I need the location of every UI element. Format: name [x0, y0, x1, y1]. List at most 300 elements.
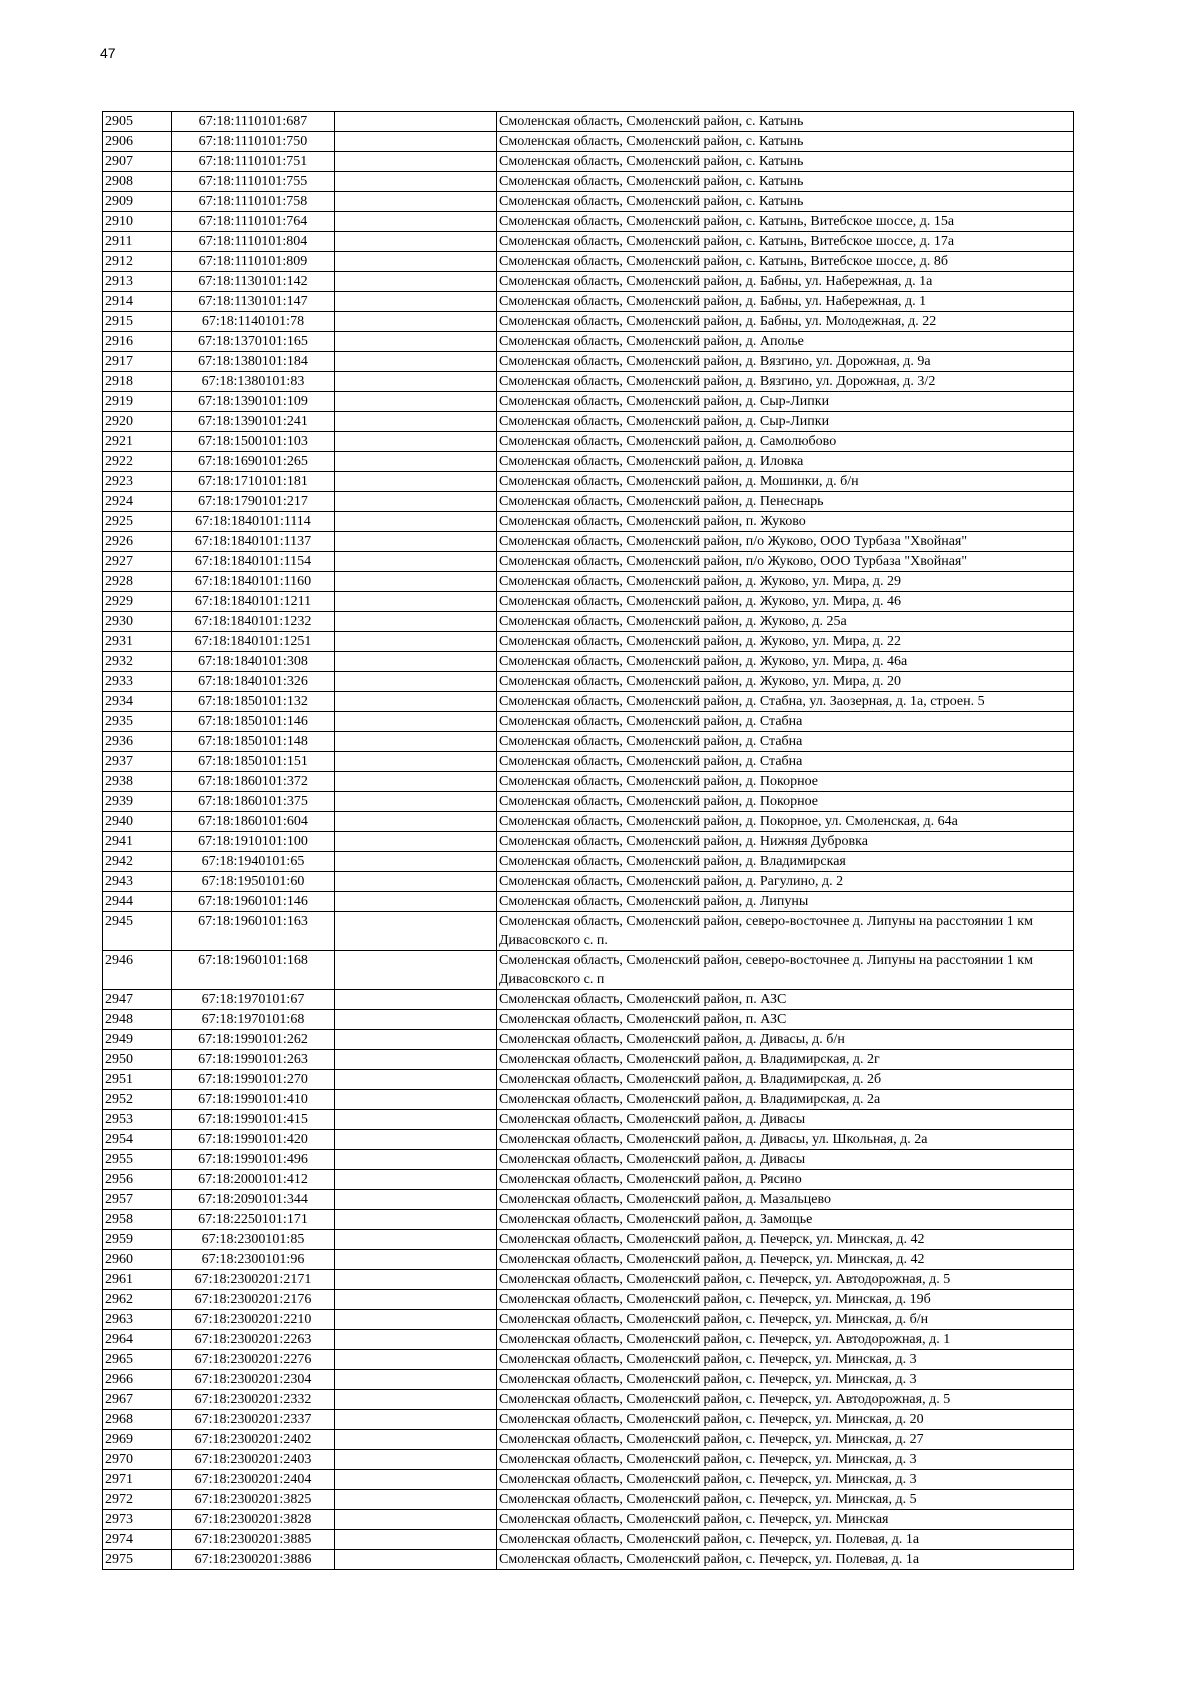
- table-row: [103, 352, 1074, 372]
- table-row: [103, 1070, 1074, 1090]
- row-number: 2955: [103, 1150, 172, 1170]
- empty-cell: [335, 1270, 497, 1290]
- address: Смоленская область, Смоленский район, с. Печерск, ул. Минская, д. 3: [497, 1470, 1074, 1490]
- row-number: 2958: [103, 1210, 172, 1230]
- row-number: 2915: [103, 312, 172, 332]
- table-row: [103, 1310, 1074, 1330]
- table-row: [103, 672, 1074, 692]
- table-row: [103, 1370, 1074, 1390]
- table-row: [103, 1270, 1074, 1290]
- cadastral-number: 67:18:1380101:83: [172, 372, 335, 392]
- cadastral-number: 67:18:1840101:1137: [172, 532, 335, 552]
- table-row: [103, 552, 1074, 572]
- row-number: 2926: [103, 532, 172, 552]
- address: Смоленская область, Смоленский район, с. Катынь, Витебское шоссе, д. 17а: [497, 232, 1074, 252]
- table-row: [103, 392, 1074, 412]
- empty-cell: [335, 1170, 497, 1190]
- address: Смоленская область, Смоленский район, д. Жуково, ул. Мира, д. 22: [497, 632, 1074, 652]
- row-number: 2913: [103, 272, 172, 292]
- row-number: 2957: [103, 1190, 172, 1210]
- address: Смоленская область, Смоленский район, д. Вязгино, ул. Дорожная, д. 9а: [497, 352, 1074, 372]
- table-row: [103, 152, 1074, 172]
- row-number: 2922: [103, 452, 172, 472]
- empty-cell: [335, 1530, 497, 1550]
- row-number: 2936: [103, 732, 172, 752]
- row-number: 2961: [103, 1270, 172, 1290]
- cadastral-number: 67:18:1840101:1160: [172, 572, 335, 592]
- address: Смоленская область, Смоленский район, с. Печерск, ул. Автодорожная, д. 5: [497, 1270, 1074, 1290]
- table-row: [103, 132, 1074, 152]
- empty-cell: [335, 1510, 497, 1530]
- table-row: [103, 212, 1074, 232]
- address: Смоленская область, Смоленский район, с. Печерск, ул. Минская, д. 20: [497, 1410, 1074, 1430]
- table-row: [103, 1510, 1074, 1530]
- row-number: 2941: [103, 832, 172, 852]
- cadastral-number: 67:18:1710101:181: [172, 472, 335, 492]
- cadastral-number: 67:18:1990101:262: [172, 1030, 335, 1050]
- row-number: 2972: [103, 1490, 172, 1510]
- row-number: 2940: [103, 812, 172, 832]
- table-row: [103, 1470, 1074, 1490]
- empty-cell: [335, 1290, 497, 1310]
- empty-cell: [335, 1050, 497, 1070]
- row-number: 2950: [103, 1050, 172, 1070]
- empty-cell: [335, 1130, 497, 1150]
- address: Смоленская область, Смоленский район, с. Печерск, ул. Минская, д. б/н: [497, 1310, 1074, 1330]
- row-number: 2909: [103, 192, 172, 212]
- table-row: [103, 1250, 1074, 1270]
- address: Смоленская область, Смоленский район, п. АЗС: [497, 990, 1074, 1010]
- table-row: [103, 1450, 1074, 1470]
- address: Смоленская область, Смоленский район, д. Бабны, ул. Набережная, д. 1а: [497, 272, 1074, 292]
- cadastral-number: 67:18:2300201:3886: [172, 1550, 335, 1570]
- row-number: 2948: [103, 1010, 172, 1030]
- cadastral-number: 67:18:1990101:496: [172, 1150, 335, 1170]
- row-number: 2906: [103, 132, 172, 152]
- row-number: 2956: [103, 1170, 172, 1190]
- row-number: 2945: [103, 912, 172, 951]
- address: Смоленская область, Смоленский район, д. Стабна: [497, 712, 1074, 732]
- empty-cell: [335, 1010, 497, 1030]
- cadastral-number: 67:18:1960101:168: [172, 951, 335, 990]
- empty-cell: [335, 352, 497, 372]
- address: Смоленская область, Смоленский район, д. Аполье: [497, 332, 1074, 352]
- empty-cell: [335, 792, 497, 812]
- cadastral-number: 67:18:1840101:1154: [172, 552, 335, 572]
- empty-cell: [335, 772, 497, 792]
- cadastral-number: 67:18:1940101:65: [172, 852, 335, 872]
- address: Смоленская область, Смоленский район, северо-восточнее д. Липуны на расстоянии 1 км Дивасовского с. п.: [497, 912, 1074, 951]
- empty-cell: [335, 1190, 497, 1210]
- cadastral-number: 67:18:1970101:67: [172, 990, 335, 1010]
- cadastral-number: 67:18:1850101:146: [172, 712, 335, 732]
- empty-cell: [335, 892, 497, 912]
- table-row: [103, 1130, 1074, 1150]
- row-number: 2947: [103, 990, 172, 1010]
- table-row: [103, 512, 1074, 532]
- table-row: [103, 1110, 1074, 1130]
- table-row: [103, 1350, 1074, 1370]
- row-number: 2964: [103, 1330, 172, 1350]
- empty-cell: [335, 832, 497, 852]
- address: Смоленская область, Смоленский район, п. АЗС: [497, 1010, 1074, 1030]
- address: Смоленская область, Смоленский район, д. Липуны: [497, 892, 1074, 912]
- address: Смоленская область, Смоленский район, д. Жуково, ул. Мира, д. 29: [497, 572, 1074, 592]
- cadastral-number: 67:18:1110101:755: [172, 172, 335, 192]
- address: Смоленская область, Смоленский район, д. Дивасы: [497, 1110, 1074, 1130]
- cadastral-number: 67:18:2300201:3825: [172, 1490, 335, 1510]
- cadastral-number: 67:18:1390101:241: [172, 412, 335, 432]
- empty-cell: [335, 1250, 497, 1270]
- row-number: 2916: [103, 332, 172, 352]
- row-number: 2921: [103, 432, 172, 452]
- table-row: [103, 1090, 1074, 1110]
- row-number: 2951: [103, 1070, 172, 1090]
- address: Смоленская область, Смоленский район, д. Дивасы: [497, 1150, 1074, 1170]
- cadastral-number: 67:18:2300201:2263: [172, 1330, 335, 1350]
- empty-cell: [335, 232, 497, 252]
- row-number: 2952: [103, 1090, 172, 1110]
- row-number: 2953: [103, 1110, 172, 1130]
- address: Смоленская область, Смоленский район, д. Жуково, ул. Мира, д. 20: [497, 672, 1074, 692]
- table-row: [103, 951, 1074, 990]
- table-row: [103, 492, 1074, 512]
- empty-cell: [335, 172, 497, 192]
- row-number: 2939: [103, 792, 172, 812]
- empty-cell: [335, 1110, 497, 1130]
- cadastral-number: 67:18:2300201:2402: [172, 1430, 335, 1450]
- empty-cell: [335, 332, 497, 352]
- row-number: 2954: [103, 1130, 172, 1150]
- address: Смоленская область, Смоленский район, д. Нижняя Дубровка: [497, 832, 1074, 852]
- empty-cell: [335, 1370, 497, 1390]
- row-number: 2918: [103, 372, 172, 392]
- address: Смоленская область, Смоленский район, д. Владимирская, д. 2г: [497, 1050, 1074, 1070]
- empty-cell: [335, 272, 497, 292]
- address: Смоленская область, Смоленский район, с. Печерск, ул. Минская, д. 3: [497, 1370, 1074, 1390]
- address: Смоленская область, Смоленский район, с. Катынь, Витебское шоссе, д. 15а: [497, 212, 1074, 232]
- row-number: 2912: [103, 252, 172, 272]
- cadastral-number: 67:18:2300101:85: [172, 1230, 335, 1250]
- row-number: 2943: [103, 872, 172, 892]
- property-registry-table: [102, 111, 1074, 1570]
- table-row: [103, 412, 1074, 432]
- cadastral-number: 67:18:1380101:184: [172, 352, 335, 372]
- empty-cell: [335, 312, 497, 332]
- row-number: 2938: [103, 772, 172, 792]
- empty-cell: [335, 1450, 497, 1470]
- empty-cell: [335, 472, 497, 492]
- address: Смоленская область, Смоленский район, с. Катынь: [497, 192, 1074, 212]
- cadastral-number: 67:18:1110101:758: [172, 192, 335, 212]
- cadastral-number: 67:18:1110101:751: [172, 152, 335, 172]
- table-row: [103, 1210, 1074, 1230]
- cadastral-number: 67:18:2300201:3828: [172, 1510, 335, 1530]
- empty-cell: [335, 732, 497, 752]
- cadastral-number: 67:18:1910101:100: [172, 832, 335, 852]
- empty-cell: [335, 152, 497, 172]
- address: Смоленская область, Смоленский район, д. Сыр-Липки: [497, 392, 1074, 412]
- cadastral-number: 67:18:2300201:2304: [172, 1370, 335, 1390]
- table-row: [103, 772, 1074, 792]
- empty-cell: [335, 712, 497, 732]
- page-number: 47: [100, 45, 116, 61]
- empty-cell: [335, 132, 497, 152]
- table-row: [103, 832, 1074, 852]
- row-number: 2932: [103, 652, 172, 672]
- address: Смоленская область, Смоленский район, п/о Жуково, ООО Турбаза "Хвойная": [497, 532, 1074, 552]
- row-number: 2963: [103, 1310, 172, 1330]
- empty-cell: [335, 990, 497, 1010]
- table-row: [103, 1490, 1074, 1510]
- table-row: [103, 732, 1074, 752]
- address: Смоленская область, Смоленский район, с. Печерск, ул. Автодорожная, д. 1: [497, 1330, 1074, 1350]
- row-number: 2967: [103, 1390, 172, 1410]
- cadastral-number: 67:18:1850101:151: [172, 752, 335, 772]
- table-row: [103, 1050, 1074, 1070]
- empty-cell: [335, 492, 497, 512]
- address: Смоленская область, Смоленский район, северо-восточнее д. Липуны на расстоянии 1 км Дивасовского с. п: [497, 951, 1074, 990]
- empty-cell: [335, 192, 497, 212]
- cadastral-number: 67:18:2300201:2337: [172, 1410, 335, 1430]
- empty-cell: [335, 1430, 497, 1450]
- row-number: 2934: [103, 692, 172, 712]
- row-number: 2970: [103, 1450, 172, 1470]
- empty-cell: [335, 1410, 497, 1430]
- address: Смоленская область, Смоленский район, д. Пенеснарь: [497, 492, 1074, 512]
- empty-cell: [335, 652, 497, 672]
- table-row: [103, 332, 1074, 352]
- cadastral-number: 67:18:2300201:3885: [172, 1530, 335, 1550]
- row-number: 2910: [103, 212, 172, 232]
- address: Смоленская область, Смоленский район, д. Вязгино, ул. Дорожная, д. 3/2: [497, 372, 1074, 392]
- empty-cell: [335, 1230, 497, 1250]
- empty-cell: [335, 1350, 497, 1370]
- cadastral-number: 67:18:2300201:2210: [172, 1310, 335, 1330]
- cadastral-number: 67:18:1370101:165: [172, 332, 335, 352]
- cadastral-number: 67:18:2300201:2404: [172, 1470, 335, 1490]
- cadastral-number: 67:18:1130101:142: [172, 272, 335, 292]
- address: Смоленская область, Смоленский район, д. Владимирская, д. 2б: [497, 1070, 1074, 1090]
- table-row: [103, 1410, 1074, 1430]
- address: Смоленская область, Смоленский район, д. Печерск, ул. Минская, д. 42: [497, 1250, 1074, 1270]
- table-row: [103, 572, 1074, 592]
- cadastral-number: 67:18:1110101:809: [172, 252, 335, 272]
- empty-cell: [335, 812, 497, 832]
- table-row: [103, 272, 1074, 292]
- address: Смоленская область, Смоленский район, с. Печерск, ул. Минская, д. 5: [497, 1490, 1074, 1510]
- table-row: [103, 1190, 1074, 1210]
- table-row: [103, 792, 1074, 812]
- table-row: [103, 112, 1074, 132]
- empty-cell: [335, 432, 497, 452]
- row-number: 2942: [103, 852, 172, 872]
- cadastral-number: 67:18:1860101:375: [172, 792, 335, 812]
- table-row: [103, 312, 1074, 332]
- table-row: [103, 1330, 1074, 1350]
- cadastral-number: 67:18:1970101:68: [172, 1010, 335, 1030]
- table-row: [103, 1230, 1074, 1250]
- address: Смоленская область, Смоленский район, д. Жуково, д. 25а: [497, 612, 1074, 632]
- row-number: 2911: [103, 232, 172, 252]
- empty-cell: [335, 1210, 497, 1230]
- empty-cell: [335, 452, 497, 472]
- row-number: 2935: [103, 712, 172, 732]
- table-body: [103, 112, 1074, 1570]
- cadastral-number: 67:18:1790101:217: [172, 492, 335, 512]
- address: Смоленская область, Смоленский район, с. Печерск, ул. Минская, д. 3: [497, 1350, 1074, 1370]
- row-number: 2973: [103, 1510, 172, 1530]
- table-row: [103, 612, 1074, 632]
- cadastral-number: 67:18:2300201:2171: [172, 1270, 335, 1290]
- empty-cell: [335, 1030, 497, 1050]
- row-number: 2944: [103, 892, 172, 912]
- empty-cell: [335, 1470, 497, 1490]
- row-number: 2905: [103, 112, 172, 132]
- row-number: 2907: [103, 152, 172, 172]
- cadastral-number: 67:18:2300201:2276: [172, 1350, 335, 1370]
- cadastral-number: 67:18:1950101:60: [172, 872, 335, 892]
- address: Смоленская область, Смоленский район, с. Печерск, ул. Полевая, д. 1а: [497, 1550, 1074, 1570]
- cadastral-number: 67:18:1850101:148: [172, 732, 335, 752]
- cadastral-number: 67:18:2250101:171: [172, 1210, 335, 1230]
- cadastral-number: 67:18:1860101:604: [172, 812, 335, 832]
- address: Смоленская область, Смоленский район, с. Печерск, ул. Минская, д. 3: [497, 1450, 1074, 1470]
- empty-cell: [335, 1150, 497, 1170]
- table-row: [103, 252, 1074, 272]
- table-row: [103, 1430, 1074, 1450]
- table-row: [103, 912, 1074, 951]
- row-number: 2919: [103, 392, 172, 412]
- cadastral-number: 67:18:1860101:372: [172, 772, 335, 792]
- cadastral-number: 67:18:1990101:270: [172, 1070, 335, 1090]
- cadastral-number: 67:18:2090101:344: [172, 1190, 335, 1210]
- cadastral-number: 67:18:1840101:1211: [172, 592, 335, 612]
- row-number: 2937: [103, 752, 172, 772]
- address: Смоленская область, Смоленский район, д. Дивасы, ул. Школьная, д. 2а: [497, 1130, 1074, 1150]
- address: Смоленская область, Смоленский район, д. Печерск, ул. Минская, д. 42: [497, 1230, 1074, 1250]
- row-number: 2908: [103, 172, 172, 192]
- cadastral-number: 67:18:2300201:2176: [172, 1290, 335, 1310]
- row-number: 2928: [103, 572, 172, 592]
- table-row: [103, 712, 1074, 732]
- empty-cell: [335, 1090, 497, 1110]
- row-number: 2923: [103, 472, 172, 492]
- row-number: 2933: [103, 672, 172, 692]
- address: Смоленская область, Смоленский район, п/о Жуково, ООО Турбаза "Хвойная": [497, 552, 1074, 572]
- address: Смоленская область, Смоленский район, д. Рясино: [497, 1170, 1074, 1190]
- address: Смоленская область, Смоленский район, с. Печерск, ул. Минская, д. 27: [497, 1430, 1074, 1450]
- row-number: 2969: [103, 1430, 172, 1450]
- empty-cell: [335, 552, 497, 572]
- address: Смоленская область, Смоленский район, д. Иловка: [497, 452, 1074, 472]
- address: Смоленская область, Смоленский район, с. Катынь, Витебское шоссе, д. 8б: [497, 252, 1074, 272]
- empty-cell: [335, 1550, 497, 1570]
- empty-cell: [335, 212, 497, 232]
- row-number: 2975: [103, 1550, 172, 1570]
- cadastral-number: 67:18:1390101:109: [172, 392, 335, 412]
- empty-cell: [335, 1390, 497, 1410]
- address: Смоленская область, Смоленский район, с. Печерск, ул. Минская: [497, 1510, 1074, 1530]
- row-number: 2971: [103, 1470, 172, 1490]
- cadastral-number: 67:18:1130101:147: [172, 292, 335, 312]
- cadastral-number: 67:18:1110101:687: [172, 112, 335, 132]
- cadastral-number: 67:18:1140101:78: [172, 312, 335, 332]
- address: Смоленская область, Смоленский район, д. Владимирская: [497, 852, 1074, 872]
- cadastral-number: 67:18:1990101:415: [172, 1110, 335, 1130]
- address: Смоленская область, Смоленский район, д. Сыр-Липки: [497, 412, 1074, 432]
- cadastral-number: 67:18:2300101:96: [172, 1250, 335, 1270]
- cadastral-number: 67:18:1500101:103: [172, 432, 335, 452]
- table-row: [103, 872, 1074, 892]
- table-row: [103, 1530, 1074, 1550]
- address: Смоленская область, Смоленский район, д. Покорное, ул. Смоленская, д. 64а: [497, 812, 1074, 832]
- table-row: [103, 192, 1074, 212]
- cadastral-number: 67:18:1840101:1114: [172, 512, 335, 532]
- address: Смоленская область, Смоленский район, д. Замощье: [497, 1210, 1074, 1230]
- address: Смоленская область, Смоленский район, д. Стабна, ул. Заозерная, д. 1а, строен. 5: [497, 692, 1074, 712]
- empty-cell: [335, 372, 497, 392]
- empty-cell: [335, 612, 497, 632]
- cadastral-number: 67:18:1850101:132: [172, 692, 335, 712]
- address: Смоленская область, Смоленский район, с. Катынь: [497, 112, 1074, 132]
- address: Смоленская область, Смоленский район, д. Бабны, ул. Набережная, д. 1: [497, 292, 1074, 312]
- table-row: [103, 432, 1074, 452]
- table-row: [103, 752, 1074, 772]
- table-row: [103, 812, 1074, 832]
- table-row: [103, 632, 1074, 652]
- address: Смоленская область, Смоленский район, д. Покорное: [497, 772, 1074, 792]
- address: Смоленская область, Смоленский район, д. Жуково, ул. Мира, д. 46а: [497, 652, 1074, 672]
- empty-cell: [335, 512, 497, 532]
- address: Смоленская область, Смоленский район, д. Рагулино, д. 2: [497, 872, 1074, 892]
- row-number: 2920: [103, 412, 172, 432]
- cadastral-number: 67:18:1960101:163: [172, 912, 335, 951]
- empty-cell: [335, 1490, 497, 1510]
- row-number: 2925: [103, 512, 172, 532]
- empty-cell: [335, 752, 497, 772]
- row-number: 2927: [103, 552, 172, 572]
- empty-cell: [335, 392, 497, 412]
- empty-cell: [335, 112, 497, 132]
- table-row: [103, 1550, 1074, 1570]
- address: Смоленская область, Смоленский район, д. Дивасы, д. б/н: [497, 1030, 1074, 1050]
- table-row: [103, 292, 1074, 312]
- cadastral-number: 67:18:2300201:2332: [172, 1390, 335, 1410]
- table-row: [103, 892, 1074, 912]
- row-number: 2949: [103, 1030, 172, 1050]
- row-number: 2960: [103, 1250, 172, 1270]
- address: Смоленская область, Смоленский район, с. Катынь: [497, 152, 1074, 172]
- empty-cell: [335, 412, 497, 432]
- address: Смоленская область, Смоленский район, д. Бабны, ул. Молодежная, д. 22: [497, 312, 1074, 332]
- table-row: [103, 1010, 1074, 1030]
- address: Смоленская область, Смоленский район, д. Покорное: [497, 792, 1074, 812]
- empty-cell: [335, 292, 497, 312]
- table-row: [103, 232, 1074, 252]
- address: Смоленская область, Смоленский район, д. Владимирская, д. 2а: [497, 1090, 1074, 1110]
- empty-cell: [335, 1070, 497, 1090]
- row-number: 2914: [103, 292, 172, 312]
- address: Смоленская область, Смоленский район, с. Катынь: [497, 172, 1074, 192]
- table-row: [103, 172, 1074, 192]
- table-row: [103, 1150, 1074, 1170]
- empty-cell: [335, 852, 497, 872]
- table-row: [103, 852, 1074, 872]
- row-number: 2966: [103, 1370, 172, 1390]
- address: Смоленская область, Смоленский район, д. Мазальцево: [497, 1190, 1074, 1210]
- cadastral-number: 67:18:1990101:263: [172, 1050, 335, 1070]
